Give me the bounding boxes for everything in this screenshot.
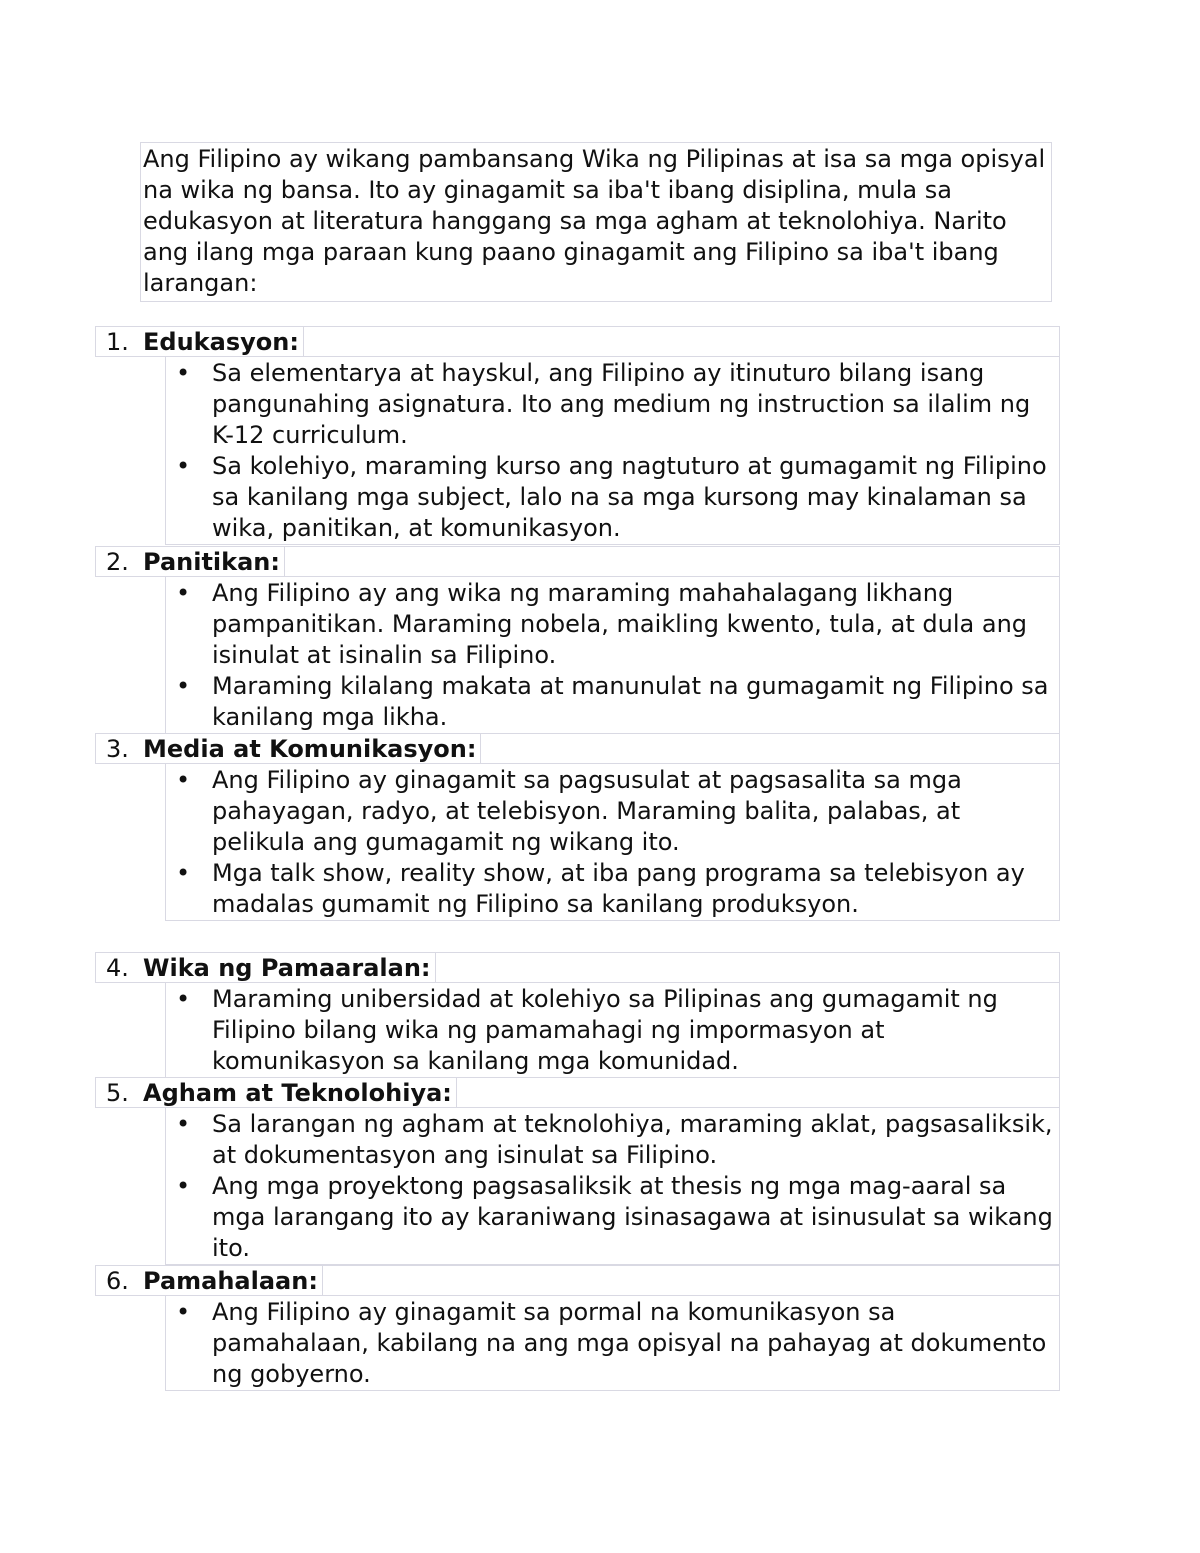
bullet-icon: •: [176, 672, 191, 700]
section-number: 5.: [106, 1079, 129, 1107]
bullet-list: [165, 577, 1060, 734]
section-title: Wika ng Pamaaralan:: [143, 953, 436, 983]
bullet-icon: •: [176, 985, 191, 1013]
section-heading: [95, 1265, 1060, 1296]
bullet-list: [165, 1108, 1060, 1265]
bullet-list: [165, 357, 1060, 545]
section-wika-ng-pamaaralan: [95, 952, 1060, 1078]
section-panitikan: [95, 546, 1060, 734]
bullet-list: [165, 1296, 1060, 1391]
section-title: Agham at Teknolohiya:: [143, 1078, 457, 1108]
section-heading: [95, 733, 1060, 764]
list-item: [166, 451, 1059, 544]
section-number: 2.: [106, 548, 129, 576]
list-item-text: Ang Filipino ay ginagamit sa pormal na komunikasyon sa pamahalaan, kabilang na ang mga opisyal na pahayag at dokumento ng gobyerno.: [212, 1298, 1047, 1388]
bullet-icon: •: [176, 1110, 191, 1138]
section-agham-at-teknolohiya: [95, 1077, 1060, 1265]
list-item: [166, 1297, 1059, 1390]
section-title: Panitikan:: [143, 547, 285, 577]
bullet-icon: •: [176, 859, 191, 887]
list-item-text: Sa elementarya at hayskul, ang Filipino ay itinuturo bilang isang pangunahing asignatura. Ito ang medium ng instruction sa ilalim ng K-12 curriculum.: [212, 359, 1031, 449]
section-edukasyon: [95, 326, 1060, 545]
intro-paragraph: Ang Filipino ay wikang pambansang Wika ng Pilipinas at isa sa mga opisyal na wika ng bansa. Ito ay ginagamit sa iba't ibang disiplina, mula sa edukasyon at literatura hanggang sa mga agham at teknolohiya. Narito ang ilang mga paraan kung paano ginagamit ang Filipino sa iba't ibang larangan:: [140, 142, 1052, 302]
bullet-icon: •: [176, 579, 191, 607]
list-item: [166, 671, 1059, 733]
list-item-text: Maraming unibersidad at kolehiyo sa Pilipinas ang gumagamit ng Filipino bilang wika ng pamamahagi ng impormasyon at komunikasyon sa kanilang mga komunidad.: [212, 985, 998, 1075]
section-heading: [95, 952, 1060, 983]
bullet-icon: •: [176, 1298, 191, 1326]
bullet-list: [165, 983, 1060, 1078]
bullet-list: [165, 764, 1060, 921]
section-number: 6.: [106, 1267, 129, 1295]
section-title: Edukasyon:: [143, 327, 304, 357]
section-title: Pamahalaan:: [143, 1266, 323, 1296]
list-item-text: Sa larangan ng agham at teknolohiya, maraming aklat, pagsasaliksik, at dokumentasyon ang isinulat sa Filipino.: [212, 1110, 1053, 1169]
section-number: 1.: [106, 328, 129, 356]
bullet-icon: •: [176, 359, 191, 387]
bullet-icon: •: [176, 766, 191, 794]
list-item-text: Ang mga proyektong pagsasaliksik at thesis ng mga mag-aaral sa mga larangang ito ay karaniwang isinasagawa at isinusulat sa wikang ito.: [212, 1172, 1053, 1262]
section-heading: [95, 326, 1060, 357]
section-number: 4.: [106, 954, 129, 982]
list-item-text: Ang Filipino ay ang wika ng maraming mahahalagang likhang pampanitikan. Maraming nobela, maikling kwento, tula, at dula ang isinulat at isinalin sa Filipino.: [212, 579, 1028, 669]
list-item-text: Sa kolehiyo, maraming kurso ang nagtuturo at gumagamit ng Filipino sa kanilang mga subject, lalo na sa mga kursong may kinalaman sa wika, panitikan, at komunikasyon.: [212, 452, 1047, 542]
section-number: 3.: [106, 735, 129, 763]
list-item-text: Ang Filipino ay ginagamit sa pagsusulat at pagsasalita sa mga pahayagan, radyo, at telebisyon. Maraming balita, palabas, at pelikula ang gumagamit ng wikang ito.: [212, 766, 962, 856]
list-item-text: Mga talk show, reality show, at iba pang programa sa telebisyon ay madalas gumamit ng Filipino sa kanilang produksyon.: [212, 859, 1025, 918]
list-item-text: Maraming kilalang makata at manunulat na gumagamit ng Filipino sa kanilang mga likha.: [212, 672, 1049, 731]
section-media-at-komunikasyon: [95, 733, 1060, 921]
list-item: [166, 1109, 1059, 1171]
section-title: Media at Komunikasyon:: [143, 734, 481, 764]
section-heading: [95, 1077, 1060, 1108]
bullet-icon: •: [176, 452, 191, 480]
section-heading: [95, 546, 1060, 577]
bullet-icon: •: [176, 1172, 191, 1200]
section-pamahalaan: [95, 1265, 1060, 1391]
list-item: [166, 358, 1059, 451]
list-item: [166, 765, 1059, 858]
list-item: [166, 984, 1059, 1077]
list-item: [166, 858, 1059, 920]
list-item: [166, 1171, 1059, 1264]
list-item: [166, 578, 1059, 671]
